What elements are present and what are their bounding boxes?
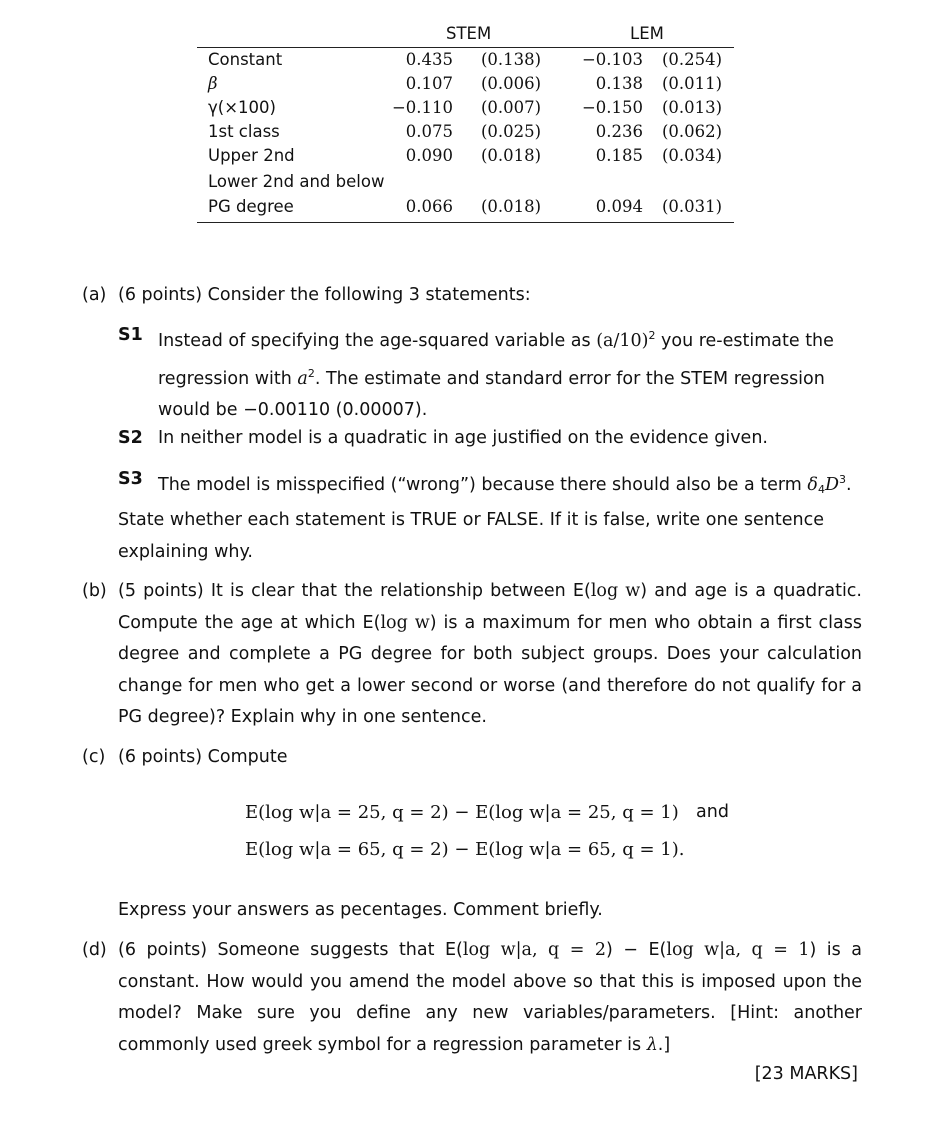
- statement-s2: [118, 423, 858, 455]
- question-a-instruction: State whether each statement is TRUE or FALSE. If it is false, write one sentence explaining why.: [118, 510, 824, 562]
- stem-estimate: 0.066: [405, 197, 453, 216]
- row-label: 1st class: [208, 122, 280, 141]
- statement-s3: [118, 464, 858, 506]
- question-a-label: (a): [82, 285, 107, 305]
- s1-text: [158, 320, 858, 427]
- table-row: [197, 172, 734, 196]
- s2-label: S2: [118, 428, 143, 448]
- question-a-intro: (6 points) Consider the following 3 statements:: [118, 285, 531, 305]
- s1-math-a10: (a/10): [596, 331, 649, 351]
- question-c-label: (c): [82, 747, 106, 767]
- stem-se: (0.006): [481, 74, 542, 93]
- equation-1: E(log w|a = 25, q = 2) − E(log w|a = 25, q = 1): [245, 802, 679, 823]
- s1-superscript: 2: [307, 366, 315, 380]
- table-bottom-rule: [197, 222, 734, 223]
- stem-estimate: −0.110: [391, 98, 453, 117]
- d-math-cond-q2: log w|a, q = 2: [462, 940, 606, 960]
- row-label: γ(×100): [208, 98, 276, 117]
- row-label: Lower 2nd and below: [208, 172, 385, 191]
- question-d-text: (6 points) Someone suggests that E(log w|a, q = 2) − E(log w|a, q = 1) is a constant. How would you amend the model above so that this is imposed upon the model? Make sure you define any new variables/parameters. [Hint: another commonly used greek symbol for a regression parameter is λ.]: [118, 940, 862, 1055]
- d-text-part: (6 points) Someone suggests that E(: [118, 940, 463, 960]
- question-b-text: [118, 576, 862, 734]
- table-row: [197, 50, 734, 74]
- question-b-label: (b): [82, 581, 107, 601]
- stem-se: (0.025): [481, 122, 542, 141]
- row-label: Upper 2nd: [208, 146, 295, 165]
- s3-text-part: The model is misspecified (“wrong”) because there should also be a term: [158, 475, 808, 495]
- stem-estimate: 0.090: [405, 146, 453, 165]
- header-lem: LEM: [630, 24, 664, 43]
- question-a: [82, 280, 862, 312]
- s1-text-part: Instead of specifying the age-squared variable as: [158, 331, 597, 351]
- table-header: [197, 24, 734, 46]
- lem-se: (0.062): [662, 122, 723, 141]
- header-stem: STEM: [446, 24, 492, 43]
- table-row: [197, 74, 734, 98]
- row-label: Constant: [208, 50, 283, 69]
- stem-se: (0.018): [481, 146, 542, 165]
- stem-se: (0.018): [481, 197, 542, 216]
- s3-subscript: 4: [817, 483, 825, 496]
- lem-se: (0.034): [662, 146, 723, 165]
- statement-s1: [118, 320, 858, 427]
- question-d-label: (d): [82, 940, 107, 960]
- lem-estimate: −0.103: [581, 50, 643, 69]
- s3-text-part: .: [845, 475, 852, 495]
- lem-estimate: 0.094: [595, 197, 643, 216]
- question-d: [82, 935, 862, 1061]
- question-c-outro: Express your answers as pecentages. Comment briefly.: [118, 900, 603, 920]
- question-b: [82, 576, 862, 734]
- lem-se: (0.011): [662, 74, 723, 93]
- row-label: PG degree: [208, 197, 294, 216]
- b-text-part: ) and age is a quadratic. Compute the age at which E(: [118, 581, 862, 633]
- stem-estimate: 0.075: [405, 122, 453, 141]
- question-c-intro: (6 points) Compute: [118, 747, 288, 767]
- table-row: [197, 98, 734, 122]
- table-row: [197, 122, 734, 146]
- d-text-part: .]: [657, 1034, 671, 1055]
- b-math-logw: log w: [380, 612, 430, 633]
- lem-estimate: −0.150: [581, 98, 643, 117]
- table-top-rule: [197, 47, 734, 48]
- question-c: [82, 742, 862, 774]
- lem-se: (0.254): [662, 50, 723, 69]
- s1-text-part: . The estimate and standard error for the STEM regression would be −0.00110 (0.00007).: [158, 368, 825, 420]
- lem-estimate: 0.185: [595, 146, 643, 165]
- s3-math-delta: δ: [807, 475, 818, 495]
- s1-superscript: 2: [648, 329, 656, 342]
- equation-2: E(log w|a = 65, q = 2) − E(log w|a = 65, q = 1).: [245, 839, 685, 860]
- s2-text: In neither model is a quadratic in age justified on the evidence given.: [158, 428, 768, 448]
- row-label: β: [208, 74, 218, 93]
- stem-estimate: 0.107: [405, 74, 453, 93]
- s1-text-part: you re-estimate the regression with: [158, 331, 834, 389]
- s1-label: S1: [118, 325, 143, 345]
- d-math-lambda: λ: [646, 1034, 658, 1055]
- stem-se: (0.138): [481, 50, 542, 69]
- d-text-part: ) is a constant. How would you amend the model above so that this is imposed upon the model? Make sure you define any new variables/parameters. [Hint: another commonly used greek symbol for a regression parameter is: [118, 940, 862, 1055]
- s3-superscript: 3: [838, 473, 846, 486]
- s3-text: [158, 464, 858, 506]
- b-text-part: (5 points) It is clear that the relationship between E(: [118, 581, 591, 601]
- equation-and: and: [696, 802, 729, 822]
- total-marks: [23 MARKS]: [754, 1064, 858, 1084]
- stem-estimate: 0.435: [405, 50, 453, 69]
- lem-estimate: 0.138: [595, 74, 643, 93]
- stem-se: (0.007): [481, 98, 542, 117]
- s1-math-a: a: [297, 368, 308, 389]
- lem-se: (0.013): [662, 98, 723, 117]
- d-math-cond-q1: log w|a, q = 1: [666, 940, 810, 960]
- lem-se: (0.031): [662, 197, 723, 216]
- b-text-part: ) is a maximum for men who obtain a first class degree and complete a PG degree for both subject groups. Does your calculation change for men who get a lower second or worse (and therefore do not qualify for a PG degree)? Explain why in one sentence.: [118, 612, 862, 727]
- lem-estimate: 0.236: [595, 122, 643, 141]
- table-row: [197, 197, 734, 221]
- s3-label: S3: [118, 469, 143, 489]
- b-math-logw: log w: [590, 581, 641, 601]
- regression-table: [197, 24, 734, 216]
- s3-math-d: D: [824, 475, 839, 495]
- table-row: [197, 146, 734, 170]
